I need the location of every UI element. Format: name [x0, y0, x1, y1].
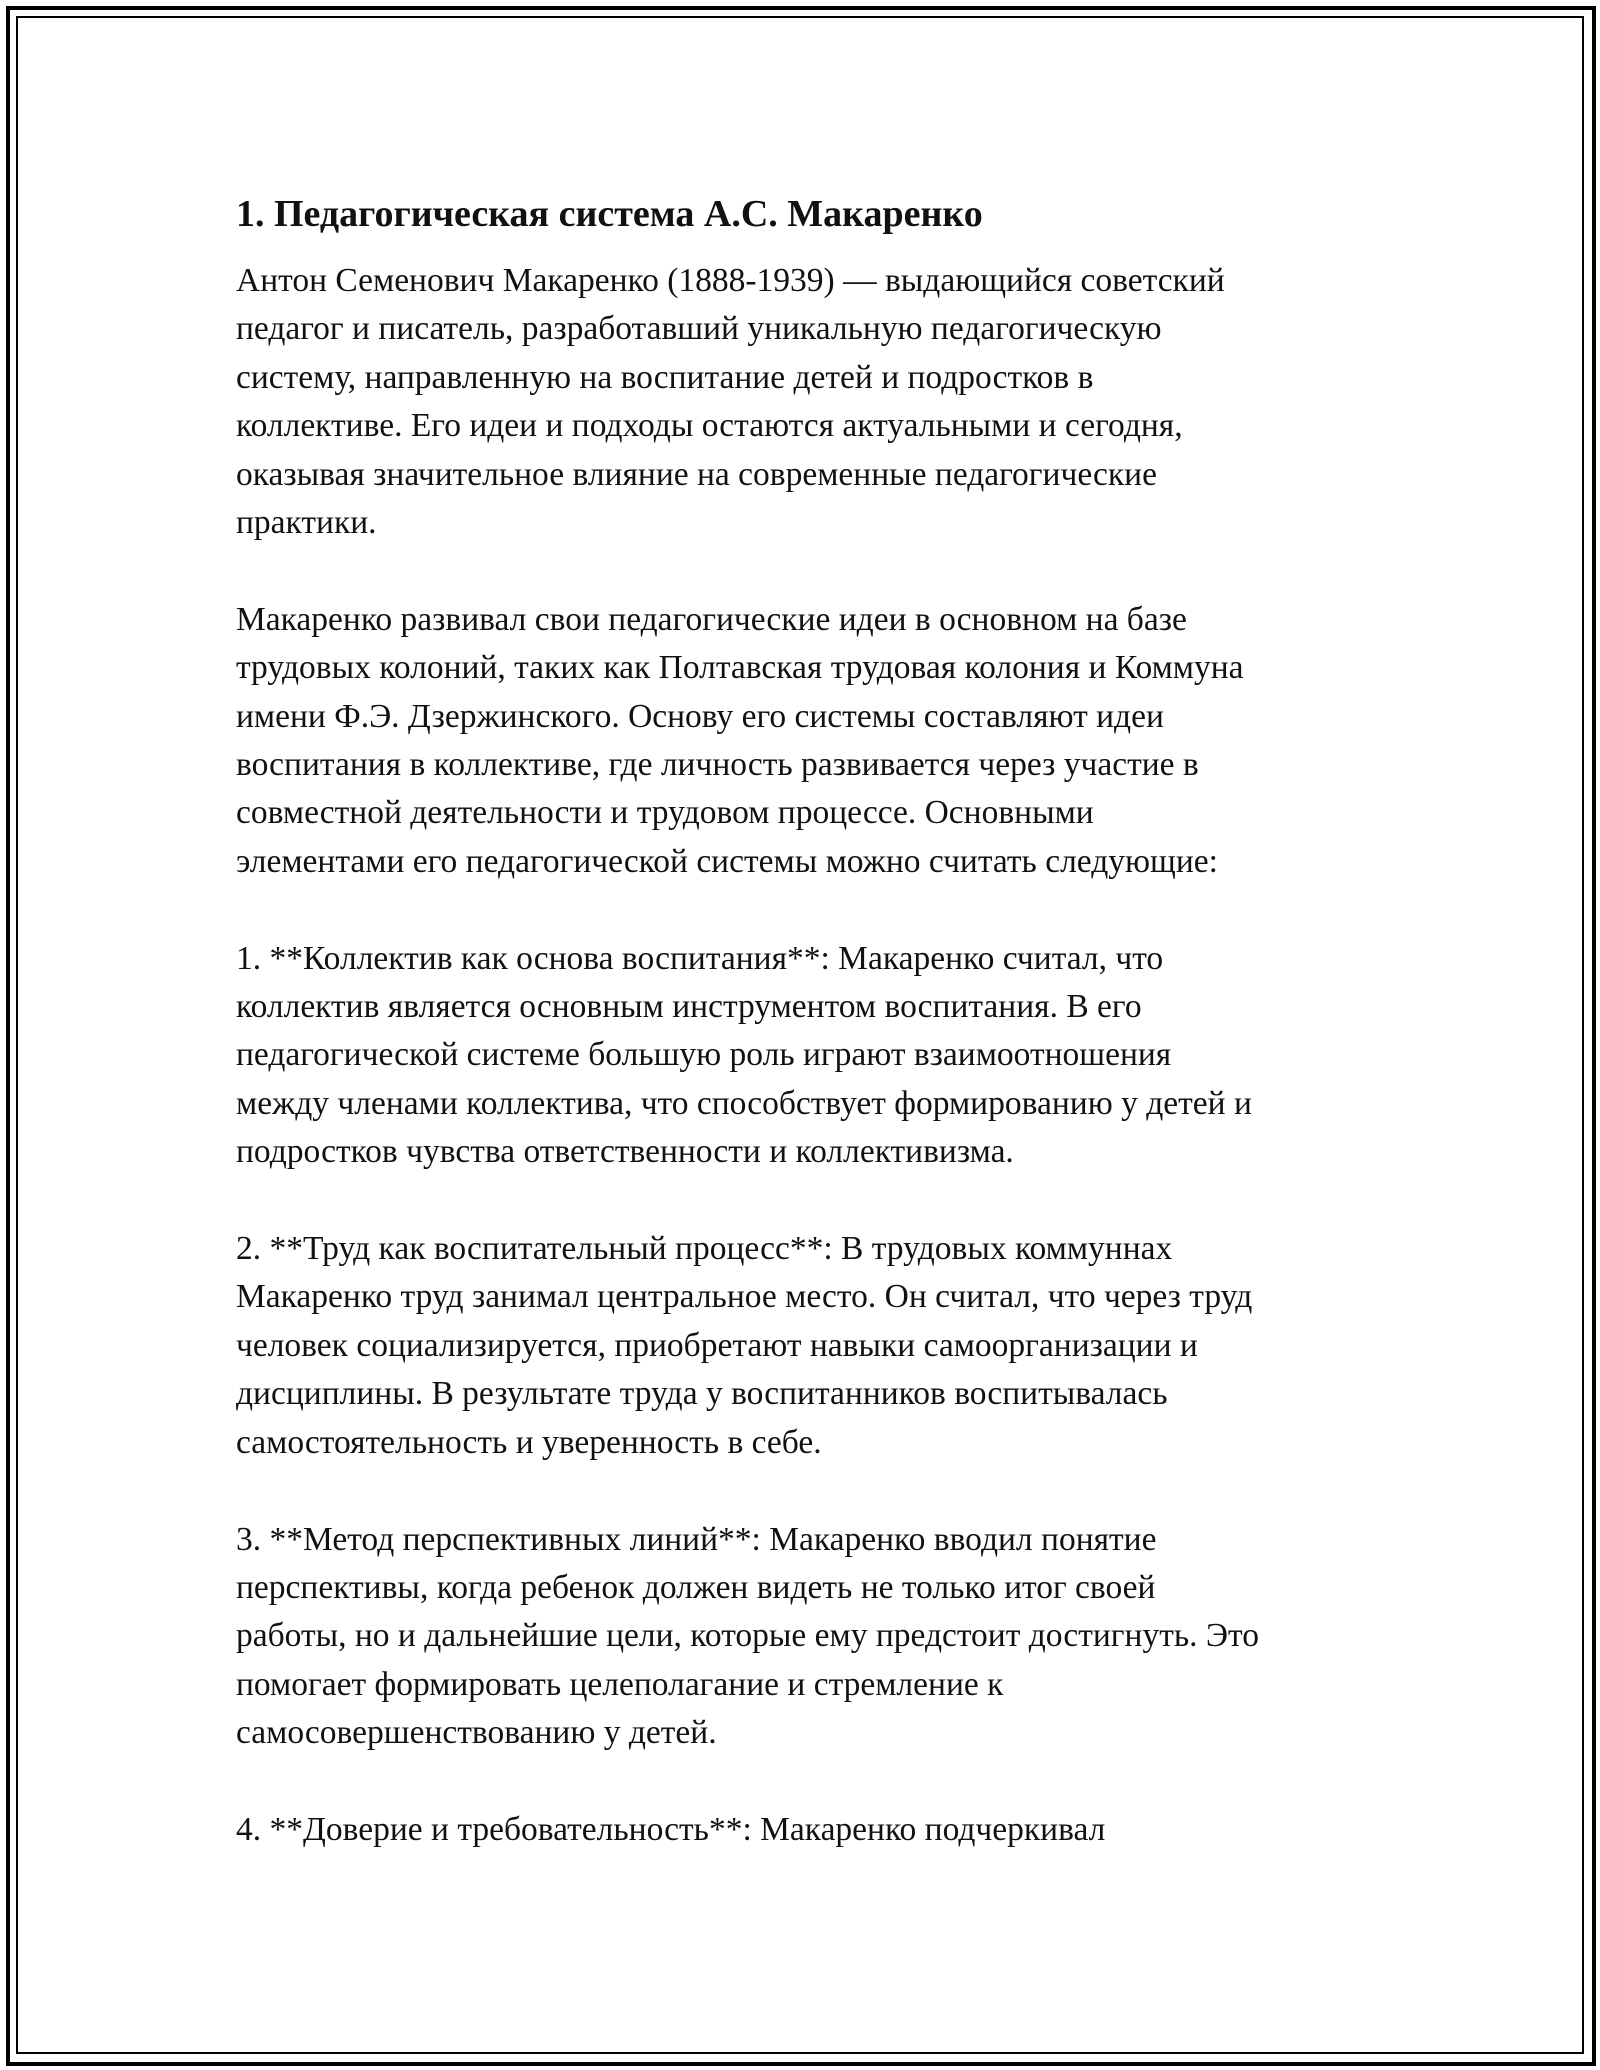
document-content: [236, 185, 1386, 1903]
list-item-labor: [236, 1225, 1386, 1467]
paragraph-line: Макаренко труд занимал центральное место. Он считал, что через труд: [236, 1278, 1253, 1316]
paragraph-line: имени Ф.Э. Дзержинского. Основу его системы составляют идеи: [236, 697, 1164, 735]
paragraph-line: коллектив является основным инструментом воспитания. В его: [236, 988, 1142, 1026]
paragraph-line: подростков чувства ответственности и коллективизма.: [236, 1133, 1014, 1171]
paragraph-line: между членами коллектива, что способствует формированию у детей и: [236, 1084, 1252, 1122]
paragraph-line: практики.: [236, 504, 377, 542]
paragraph-colonies: [236, 596, 1386, 886]
paragraph-line: трудовых колоний, таких как Полтавская трудовая колония и Коммуна: [236, 649, 1244, 687]
paragraph-line: работы, но и дальнейшие цели, которые ему предстоит достигнуть. Это: [236, 1617, 1259, 1655]
list-item-collective: [236, 935, 1386, 1177]
paragraph-line: 1. **Коллектив как основа воспитания**: Макаренко считал, что: [236, 939, 1164, 977]
paragraph-line: дисциплины. В результате труда у воспитанников воспитывалась: [236, 1375, 1168, 1413]
paragraph-line: самостоятельность и уверенность в себе.: [236, 1423, 822, 1461]
paragraph-line: человек социализируется, приобретают навыки самоорганизации и: [236, 1326, 1198, 1364]
paragraph-line: педагогической системе большую роль играют взаимоотношения: [236, 1036, 1172, 1074]
paragraph-intro: [236, 257, 1386, 547]
paragraph-line: элементами его педагогической системы можно считать следующие:: [236, 842, 1218, 880]
paragraph-line: самосовершенствованию у детей.: [236, 1714, 717, 1752]
paragraph-line: 3. **Метод перспективных линий**: Макаренко вводил понятие: [236, 1520, 1157, 1558]
paragraph-line: воспитания в коллективе, где личность развивается через участие в: [236, 746, 1199, 784]
paragraph-line: перспективы, когда ребенок должен видеть не только итог своей: [236, 1568, 1156, 1606]
list-item-trust: [236, 1806, 1386, 1854]
paragraph-line: оказывая значительное влияние на современные педагогические: [236, 455, 1157, 493]
paragraph-line: 2. **Труд как воспитательный процесс**: В трудовых коммуннах: [236, 1230, 1173, 1268]
section-heading: 1. Педагогическая система А.С. Макаренко: [236, 193, 983, 235]
paragraph-line: Макаренко развивал свои педагогические идеи в основном на базе: [236, 600, 1187, 638]
paragraph-line: совместной деятельности и трудовом процессе. Основными: [236, 794, 1094, 832]
list-item-perspective-lines: [236, 1516, 1386, 1758]
paragraph-line: 4. **Доверие и требовательность**: Макаренко подчеркивал: [236, 1810, 1106, 1848]
paragraph-line: коллективе. Его идеи и подходы остаются актуальными и сегодня,: [236, 407, 1183, 445]
paragraph-line: педагог и писатель, разработавший уникальную педагогическую: [236, 310, 1162, 348]
paragraph-line: помогает формировать целеполагание и стремление к: [236, 1665, 1004, 1703]
paragraph-line: Антон Семенович Макаренко (1888-1939) — выдающийся советский: [236, 262, 1225, 299]
paragraph-line: систему, направленную на воспитание детей и подростков в: [236, 358, 1094, 396]
